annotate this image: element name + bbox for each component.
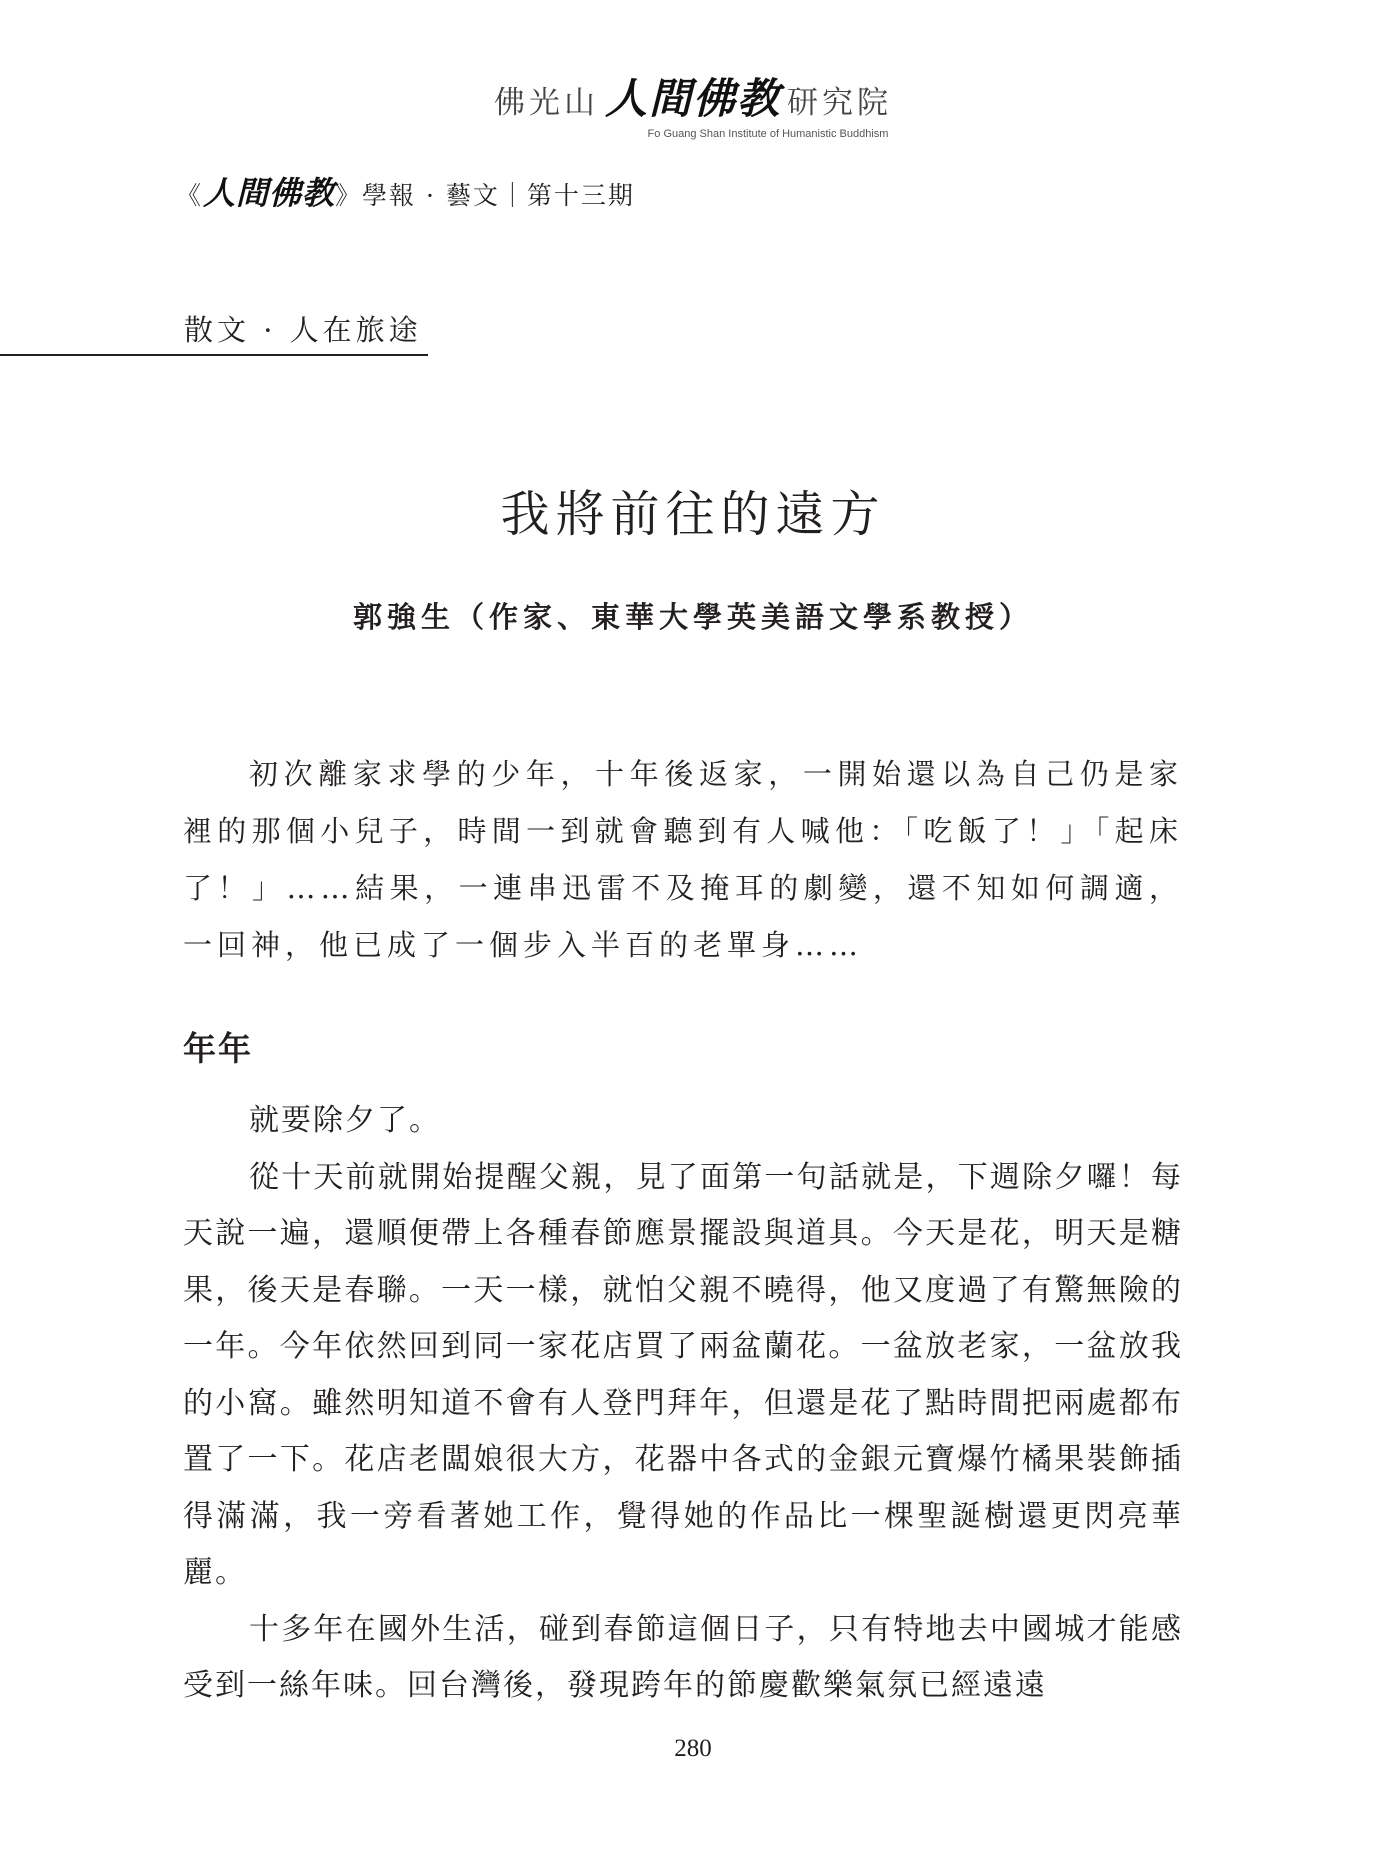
journal-issue-info: 學報 · 藝文｜第十三期: [362, 181, 635, 210]
lead-paragraph: [183, 746, 1183, 974]
journal-running-head: [176, 168, 635, 214]
institute-name: [494, 66, 892, 126]
body-text: [183, 1093, 1183, 1715]
article-title: 我將前往的遠方: [500, 486, 886, 543]
section-label: 散文 · 人在旅途: [184, 313, 422, 347]
author-byline: 郭強生（作家、東華大學英美語文學系教授）: [352, 600, 1033, 634]
body-paragraph: 十多年在國外生活，碰到春節這個日子，只有特地去中國城才能感受到一絲年味。回台灣後，發現跨年的節慶歡樂氣氛已經遠遠: [183, 1611, 1183, 1703]
body-paragraph: 從十天前就開始提醒父親，見了面第一句話就是，下週除夕囉！每天說一遍，還順便帶上各種春節應景擺設與道具。今天是花，明天是糖果，後天是春聯。一天一樣，就怕父親不曉得，他又度過了有驚無險的一年。今年依然回到同一家花店買了兩盆蘭花。一盆放老家，一盆放我的小窩。雖然明知道不會有人登門拜年，但還是花了點時間把兩處都布置了一下。花店老闆娘很大方，花器中各式的金銀元寶爆竹橘果裝飾插得滿滿，我一旁看著她工作，覺得她的作品比一棵聖誕樹還更閃亮華麗。: [183, 1159, 1183, 1590]
journal-close-bracket: 》: [335, 181, 363, 210]
page-number: 280: [674, 1735, 712, 1762]
institute-header: [0, 66, 1386, 140]
section-subheading: 年年: [183, 1029, 253, 1068]
journal-brand-logo: 人間佛教: [203, 174, 336, 212]
lead-text: 初次離家求學的少年，十年後返家，一開始還以為自己仍是家裡的那個小兒子，時間一到就會聽到有人喊他：「吃飯了！」「起床了！」……結果，一連串迅雷不及掩耳的劇變，還不知如何調適，一回神，他已成了一個步入半百的老單身……: [183, 757, 1183, 962]
journal-open-bracket: 《: [176, 181, 204, 210]
institute-prefix: 佛光山: [493, 85, 599, 121]
body-paragraph: 就要除夕了。: [249, 1103, 441, 1138]
section-divider: [0, 354, 428, 356]
institute-suffix: 研究院: [787, 85, 892, 121]
institute-brand-logo: 人間佛教: [604, 74, 781, 123]
institute-english-name: Fo Guang Shan Institute of Humanistic Buddhism: [647, 128, 889, 140]
